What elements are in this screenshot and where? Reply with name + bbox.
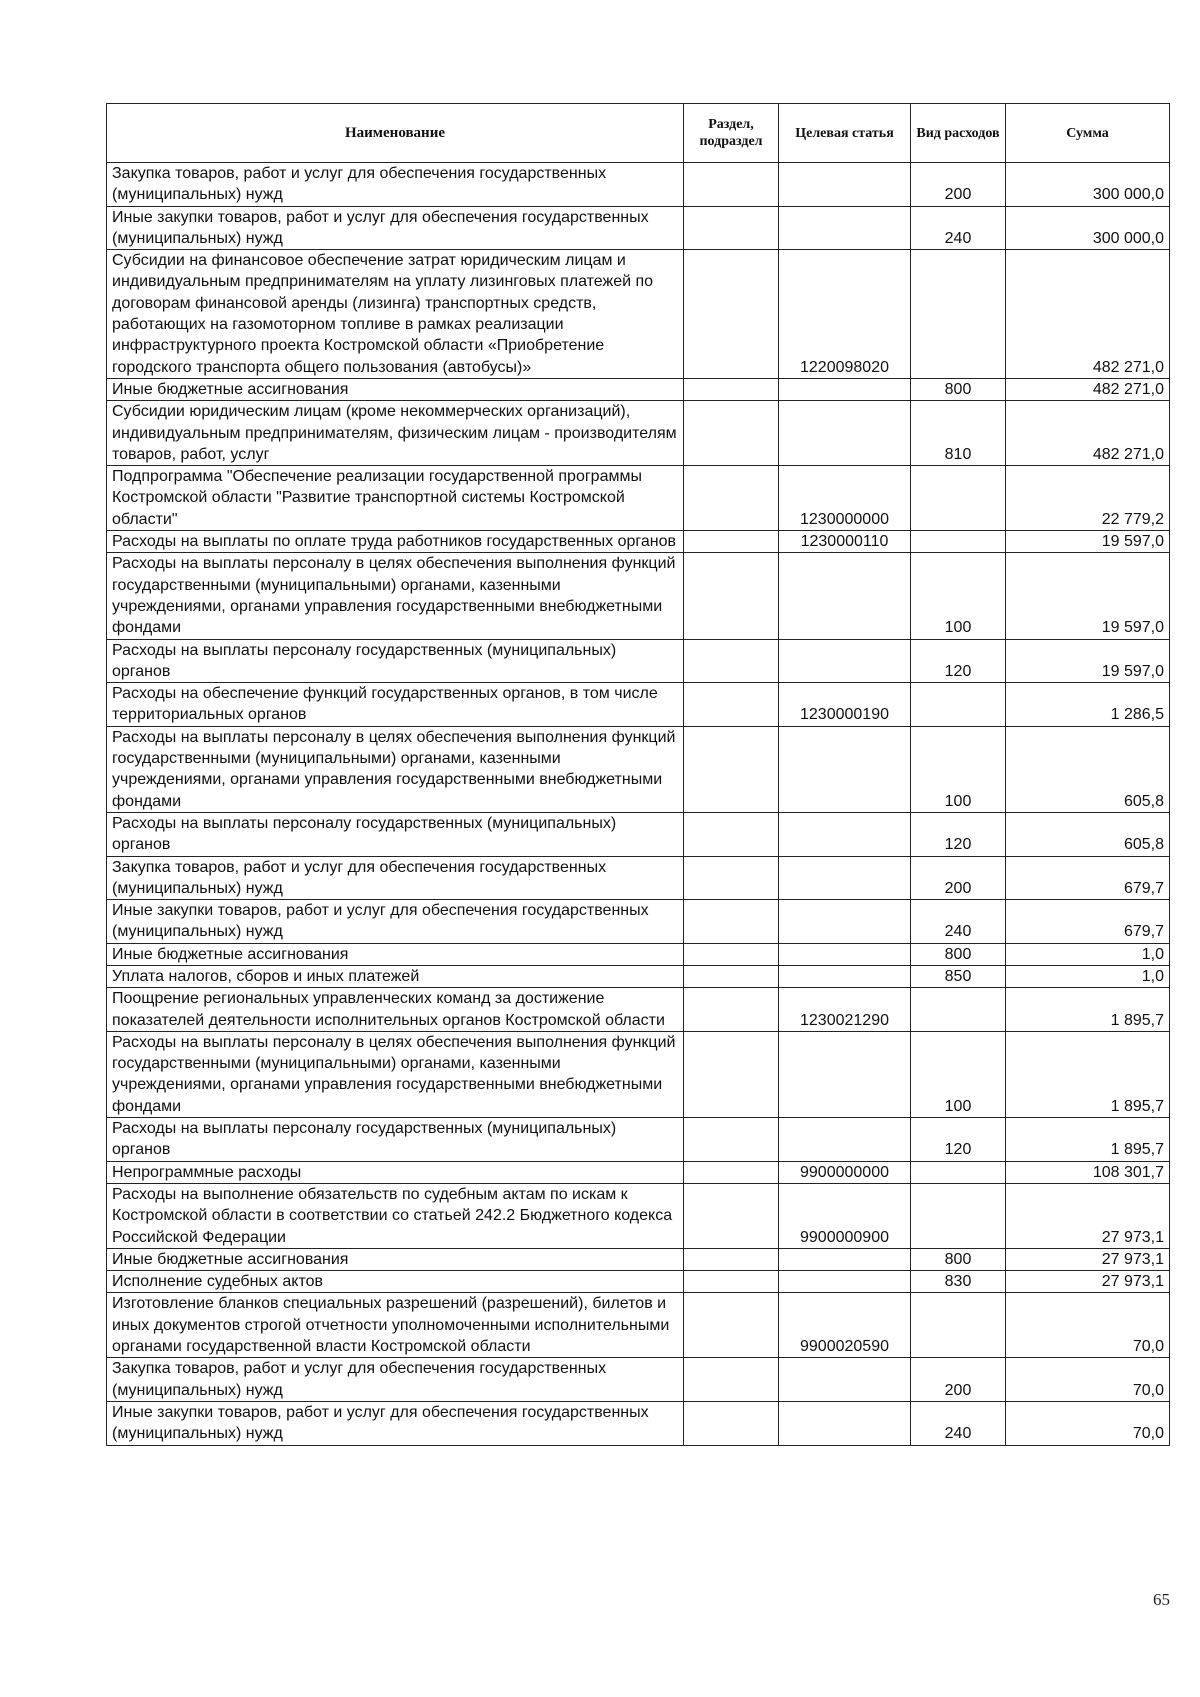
header-section: Раздел, подраздел <box>684 104 779 163</box>
row-sum: 679,7 <box>1006 900 1170 944</box>
row-sum: 482 271,0 <box>1006 250 1170 379</box>
row-name: Иные бюджетные ассигнования <box>107 1248 684 1270</box>
row-section <box>684 726 779 812</box>
row-target-code <box>779 378 911 400</box>
row-name: Иные бюджетные ассигнования <box>107 943 684 965</box>
row-section <box>684 965 779 987</box>
row-section <box>684 1183 779 1248</box>
row-target-code <box>779 401 911 466</box>
table-row <box>107 1031 1170 1117</box>
row-section <box>684 378 779 400</box>
row-target-code: 9900000900 <box>779 1183 911 1248</box>
table-header-row <box>107 104 1170 163</box>
row-section <box>684 163 779 207</box>
row-name: Расходы на выплаты персоналу в целях обеспечения выполнения функций государственными (муниципальными) органами, казенными учреждениями, органами управления государственными внебюджетными фондами <box>107 726 684 812</box>
row-expense-type: 830 <box>911 1271 1006 1293</box>
row-expense-type: 100 <box>911 1031 1006 1117</box>
row-sum: 1 895,7 <box>1006 1031 1170 1117</box>
row-name: Субсидии юридическим лицам (кроме некоммерческих организаций), индивидуальным предпринимателям, физическим лицам - производителям товаров, работ, услуг <box>107 401 684 466</box>
row-section <box>684 206 779 250</box>
row-name: Подпрограмма "Обеспечение реализации государственной программы Костромской области "Развитие транспортной системы Костромской области" <box>107 466 684 531</box>
row-sum: 19 597,0 <box>1006 639 1170 683</box>
row-sum: 27 973,1 <box>1006 1271 1170 1293</box>
row-sum: 27 973,1 <box>1006 1183 1170 1248</box>
row-section <box>684 812 779 856</box>
header-sum: Сумма <box>1006 104 1170 163</box>
row-sum: 70,0 <box>1006 1358 1170 1402</box>
row-expense-type: 240 <box>911 1401 1006 1445</box>
row-expense-type: 800 <box>911 378 1006 400</box>
row-section <box>684 250 779 379</box>
table-row <box>107 1248 1170 1270</box>
budget-table <box>106 103 1170 1446</box>
row-expense-type: 810 <box>911 401 1006 466</box>
row-expense-type: 100 <box>911 726 1006 812</box>
table-row <box>107 466 1170 531</box>
row-name: Иные закупки товаров, работ и услуг для обеспечения государственных (муниципальных) нужд <box>107 900 684 944</box>
table-body <box>107 163 1170 1446</box>
row-sum: 300 000,0 <box>1006 206 1170 250</box>
row-target-code <box>779 553 911 639</box>
row-target-code <box>779 1031 911 1117</box>
row-target-code <box>779 856 911 900</box>
row-expense-type: 800 <box>911 1248 1006 1270</box>
table-row <box>107 683 1170 727</box>
row-name: Расходы на выплаты персоналу государственных (муниципальных) органов <box>107 1118 684 1162</box>
row-expense-type: 100 <box>911 553 1006 639</box>
row-target-code: 1230000000 <box>779 466 911 531</box>
row-target-code <box>779 812 911 856</box>
row-expense-type <box>911 250 1006 379</box>
row-section <box>684 1248 779 1270</box>
row-target-code <box>779 206 911 250</box>
row-target-code <box>779 965 911 987</box>
table-row <box>107 553 1170 639</box>
row-expense-type: 200 <box>911 1358 1006 1402</box>
table-row <box>107 1401 1170 1445</box>
table-row <box>107 965 1170 987</box>
row-name: Расходы на выполнение обязательств по судебным актам по искам к Костромской области в соответствии со статьей 242.2 Бюджетного кодекса Российской Федерации <box>107 1183 684 1248</box>
table-row <box>107 250 1170 379</box>
table-row <box>107 1118 1170 1162</box>
row-sum: 1,0 <box>1006 965 1170 987</box>
row-section <box>684 466 779 531</box>
row-section <box>684 683 779 727</box>
row-section <box>684 900 779 944</box>
row-name: Закупка товаров, работ и услуг для обеспечения государственных (муниципальных) нужд <box>107 163 684 207</box>
row-expense-type: 120 <box>911 812 1006 856</box>
row-name: Уплата налогов, сборов и иных платежей <box>107 965 684 987</box>
row-target-code <box>779 943 911 965</box>
row-name: Расходы на выплаты персоналу в целях обеспечения выполнения функций государственными (муниципальными) органами, казенными учреждениями, органами управления государственными внебюджетными фондами <box>107 1031 684 1117</box>
row-section <box>684 531 779 553</box>
row-sum: 482 271,0 <box>1006 378 1170 400</box>
row-name: Расходы на выплаты персоналу государственных (муниципальных) органов <box>107 639 684 683</box>
table-row <box>107 726 1170 812</box>
row-section <box>684 1401 779 1445</box>
row-sum: 679,7 <box>1006 856 1170 900</box>
row-sum: 605,8 <box>1006 812 1170 856</box>
row-section <box>684 943 779 965</box>
row-sum: 1 895,7 <box>1006 988 1170 1032</box>
table-row <box>107 900 1170 944</box>
row-expense-type <box>911 1293 1006 1358</box>
row-name: Закупка товаров, работ и услуг для обеспечения государственных (муниципальных) нужд <box>107 856 684 900</box>
row-section <box>684 1031 779 1117</box>
row-section <box>684 553 779 639</box>
row-expense-type <box>911 1183 1006 1248</box>
table-row <box>107 206 1170 250</box>
row-expense-type: 200 <box>911 163 1006 207</box>
row-name: Изготовление бланков специальных разрешений (разрешений), билетов и иных документов строгой отчетности уполномоченными исполнительными органами государственной власти Костромской области <box>107 1293 684 1358</box>
row-section <box>684 856 779 900</box>
header-target: Целевая статья <box>779 104 911 163</box>
row-expense-type <box>911 531 1006 553</box>
row-expense-type <box>911 683 1006 727</box>
row-name: Иные закупки товаров, работ и услуг для обеспечения государственных (муниципальных) нужд <box>107 1401 684 1445</box>
row-section <box>684 1161 779 1183</box>
row-target-code: 9900020590 <box>779 1293 911 1358</box>
table-row <box>107 1271 1170 1293</box>
table-row <box>107 639 1170 683</box>
row-target-code <box>779 1248 911 1270</box>
table-row <box>107 163 1170 207</box>
row-sum: 1,0 <box>1006 943 1170 965</box>
row-sum: 22 779,2 <box>1006 466 1170 531</box>
row-sum: 19 597,0 <box>1006 531 1170 553</box>
row-sum: 27 973,1 <box>1006 1248 1170 1270</box>
row-target-code: 1230021290 <box>779 988 911 1032</box>
row-target-code <box>779 726 911 812</box>
row-target-code <box>779 1401 911 1445</box>
row-name: Расходы на выплаты персоналу в целях обеспечения выполнения функций государственными (муниципальными) органами, казенными учреждениями, органами управления государственными внебюджетными фондами <box>107 553 684 639</box>
row-expense-type: 800 <box>911 943 1006 965</box>
row-target-code <box>779 639 911 683</box>
row-expense-type: 850 <box>911 965 1006 987</box>
row-sum: 1 286,5 <box>1006 683 1170 727</box>
row-name: Расходы на обеспечение функций государственных органов, в том числе территориальных органов <box>107 683 684 727</box>
header-type: Вид расходов <box>911 104 1006 163</box>
row-sum: 1 895,7 <box>1006 1118 1170 1162</box>
row-section <box>684 1118 779 1162</box>
table-row <box>107 1161 1170 1183</box>
page-number: 65 <box>1153 1590 1170 1609</box>
row-expense-type: 120 <box>911 1118 1006 1162</box>
row-sum: 70,0 <box>1006 1401 1170 1445</box>
row-name: Расходы на выплаты по оплате труда работников государственных органов <box>107 531 684 553</box>
row-target-code <box>779 1118 911 1162</box>
table-row <box>107 378 1170 400</box>
row-section <box>684 1293 779 1358</box>
row-target-code <box>779 163 911 207</box>
row-target-code <box>779 1271 911 1293</box>
table-row <box>107 531 1170 553</box>
row-section <box>684 1358 779 1402</box>
row-name: Иные бюджетные ассигнования <box>107 378 684 400</box>
row-name: Непрограммные расходы <box>107 1161 684 1183</box>
row-expense-type <box>911 1161 1006 1183</box>
table-row <box>107 943 1170 965</box>
row-sum: 300 000,0 <box>1006 163 1170 207</box>
row-sum: 482 271,0 <box>1006 401 1170 466</box>
row-sum: 108 301,7 <box>1006 1161 1170 1183</box>
table-row <box>107 988 1170 1032</box>
row-section <box>684 988 779 1032</box>
row-expense-type: 200 <box>911 856 1006 900</box>
table-row <box>107 856 1170 900</box>
row-target-code: 1230000190 <box>779 683 911 727</box>
row-name: Иные закупки товаров, работ и услуг для обеспечения государственных (муниципальных) нужд <box>107 206 684 250</box>
table-row <box>107 1183 1170 1248</box>
row-name: Поощрение региональных управленческих команд за достижение показателей деятельности исполнительных органов Костромской области <box>107 988 684 1032</box>
row-expense-type: 240 <box>911 206 1006 250</box>
row-target-code: 1220098020 <box>779 250 911 379</box>
row-sum: 605,8 <box>1006 726 1170 812</box>
row-expense-type: 240 <box>911 900 1006 944</box>
row-target-code <box>779 1358 911 1402</box>
row-section <box>684 401 779 466</box>
table-row <box>107 812 1170 856</box>
row-target-code: 9900000000 <box>779 1161 911 1183</box>
row-expense-type: 120 <box>911 639 1006 683</box>
row-section <box>684 1271 779 1293</box>
table-row <box>107 1293 1170 1358</box>
row-section <box>684 639 779 683</box>
row-name: Субсидии на финансовое обеспечение затрат юридическим лицам и индивидуальным предпринимателям на уплату лизинговых платежей по договорам финансовой аренды (лизинга) транспортных средств, работающих на газомоторном топливе в рамках реализации инфраструктурного проекта Костромской области «Приобретение городского транспорта общего пользования (автобусы)» <box>107 250 684 379</box>
table-row <box>107 1358 1170 1402</box>
row-expense-type <box>911 466 1006 531</box>
header-name: Наименование <box>107 104 684 163</box>
row-name: Исполнение судебных актов <box>107 1271 684 1293</box>
row-sum: 70,0 <box>1006 1293 1170 1358</box>
row-name: Расходы на выплаты персоналу государственных (муниципальных) органов <box>107 812 684 856</box>
row-target-code: 1230000110 <box>779 531 911 553</box>
table-row <box>107 401 1170 466</box>
row-expense-type <box>911 988 1006 1032</box>
row-name: Закупка товаров, работ и услуг для обеспечения государственных (муниципальных) нужд <box>107 1358 684 1402</box>
row-sum: 19 597,0 <box>1006 553 1170 639</box>
row-target-code <box>779 900 911 944</box>
